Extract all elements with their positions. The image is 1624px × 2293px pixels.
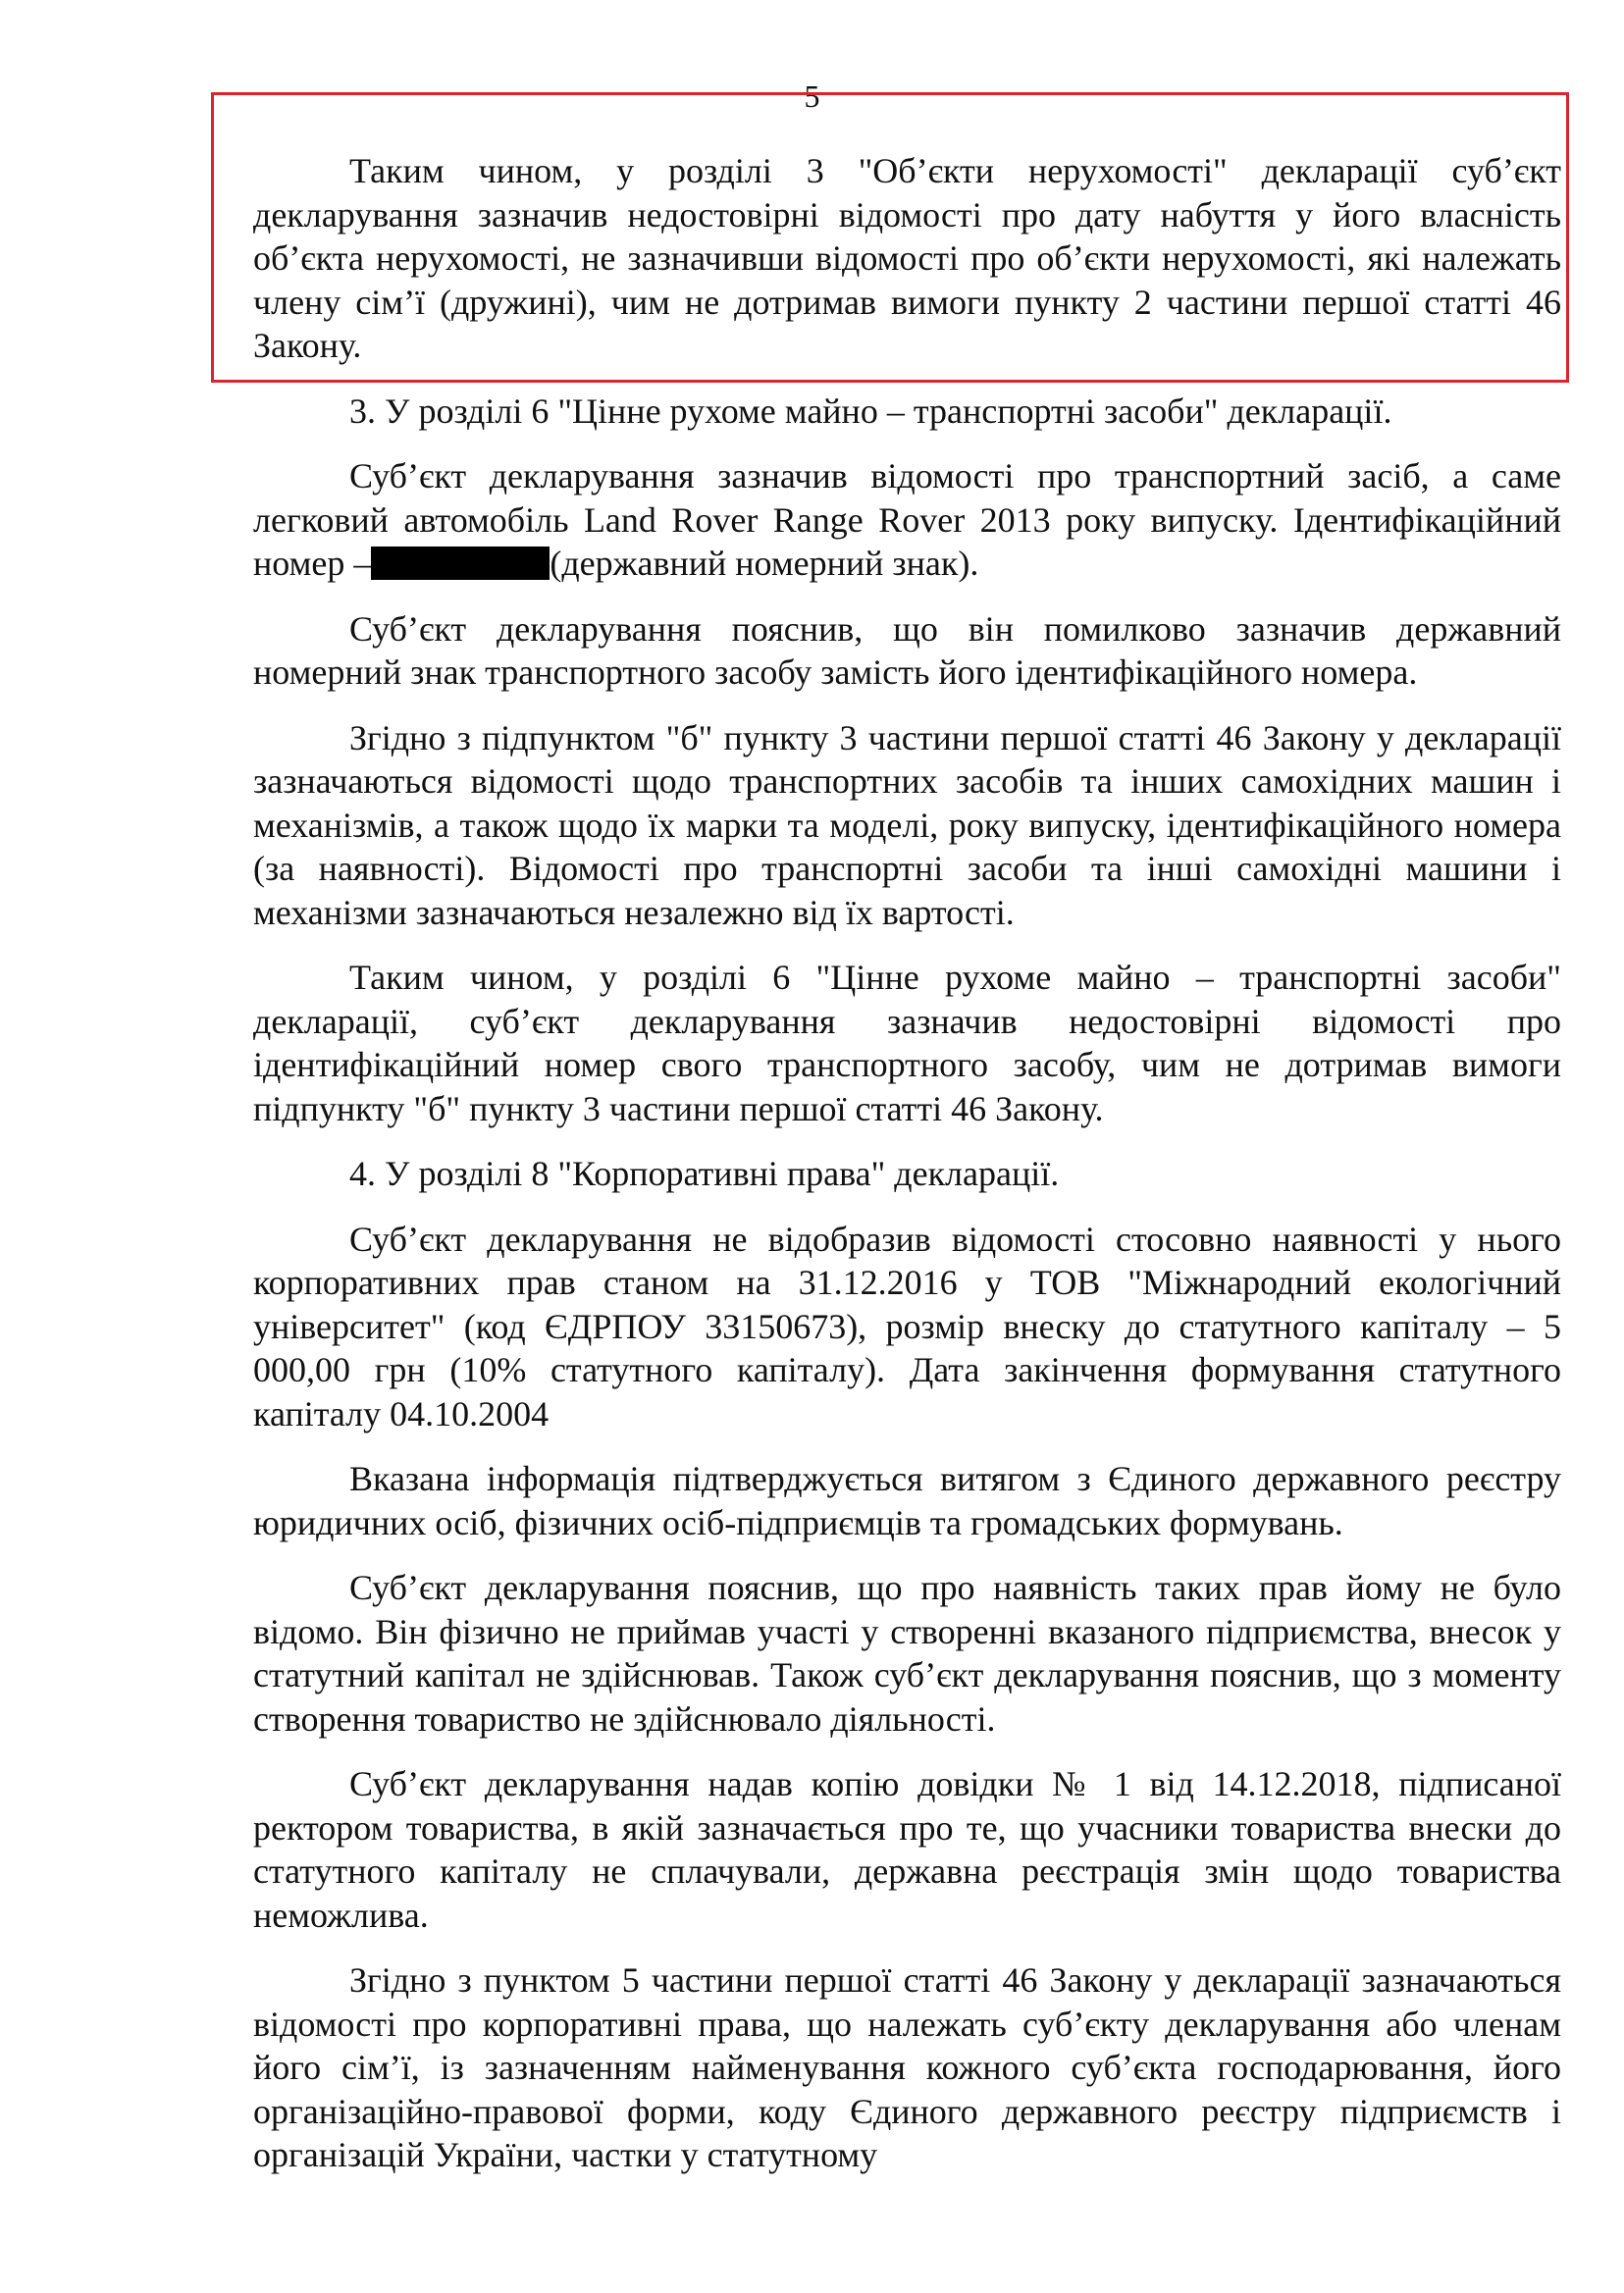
paragraph xyxy=(253,454,1561,586)
redaction-box xyxy=(371,547,550,580)
paragraph: Суб’єкт декларування пояснив, що про наявність таких прав йому не було відомо. Він фізично не приймав участі у створенні вказаного підприємства, внесок у статутний капітал не здійснював. Також суб’єкт декларування пояснив, що з моменту створення товариство не здійснювало діяльності. xyxy=(253,1568,1561,1739)
paragraph: Суб’єкт декларування пояснив, що він помилково зазначив державний номерний знак транспортного засобу замість його ідентифікаційного номера. xyxy=(253,608,1561,692)
paragraph-text: Суб’єкт декларування зазначив відомості про транспортний засіб, а саме легковий автомобіль Land Rover Range Rover 2013 року випуску. Ідентифікаційний номер – xyxy=(253,456,1561,583)
paragraph: Вказана інформація підтверджується витягом з Єдиного державного реєстру юридичних осіб, фізичних осіб-підприємців та громадських формувань. xyxy=(253,1459,1561,1542)
paragraph: Згідно з підпунктом "б" пункту 3 частини першої статті 46 Закону у декларації зазначаються відомості щодо транспортних засобів та інших самохідних машин і механізмів, а також щодо їх марки та моделі, року випуску, ідентифікаційного номера (за наявності). Відомості про транспортні засоби та інші самохідні машини і механізми зазначаються незалежно від їх вартості. xyxy=(253,717,1561,932)
page-number: 5 xyxy=(804,78,820,114)
paragraph-text: (державний номерний знак). xyxy=(550,544,979,583)
paragraph: Суб’єкт декларування не відобразив відомості стосовно наявності у нього корпоративних прав станом на 31.12.2016 у ТОВ "Міжнародний екологічний університет" (код ЄДРПОУ 33150673), розмір внеску до статутного капіталу – 5 000,00 грн (10% статутного капіталу). Дата закінчення формування статутного капіталу 04.10.2004 xyxy=(253,1219,1561,1433)
document-body xyxy=(253,149,1561,2199)
paragraph: Таким чином, у розділі 6 "Цінне рухоме майно – транспортні засоби" декларації, суб’єкт декларування зазначив недостовірні відомості про ідентифікаційний номер свого транспортного засобу, чим не дотримав вимоги підпункту "б" пункту 3 частини першої статті 46 Закону. xyxy=(253,958,1561,1128)
paragraph: Суб’єкт декларування надав копію довідки № 1 від 14.12.2018, підписаної ректором товариства, в якій зазначається про те, що учасники товариства внески до статутного капіталу не сплачували, державна реєстрація змін щодо товариства неможлива. xyxy=(253,1764,1561,1935)
paragraph: Згідно з пунктом 5 частини першої статті 46 Закону у декларації зазначаються відомості про корпоративні права, що належать суб’єкту декларування або членам його сім’ї, із зазначенням найменування кожного суб’єкта господарювання, його організаційно-правової форми, коду Єдиного державного реєстру підприємств і організацій України, частки у статутному xyxy=(253,1960,1561,2174)
section-heading: 3. У розділі 6 "Цінне рухоме майно – транспортні засоби" декларації. xyxy=(349,391,1392,431)
section-heading: 4. У розділі 8 "Корпоративні права" декларації. xyxy=(349,1154,1060,1193)
paragraph: Таким чином, у розділі 3 "Об’єкти нерухомості" декларації суб’єкт декларування зазначив недостовірні відомості про дату набуття у його власність об’єкта нерухомості, не зазначивши відомості про об’єкти нерухомості, які належать члену сім’ї (дружині), чим не дотримав вимоги пункту 2 частини першої статті 46 Закону. xyxy=(253,151,1561,365)
